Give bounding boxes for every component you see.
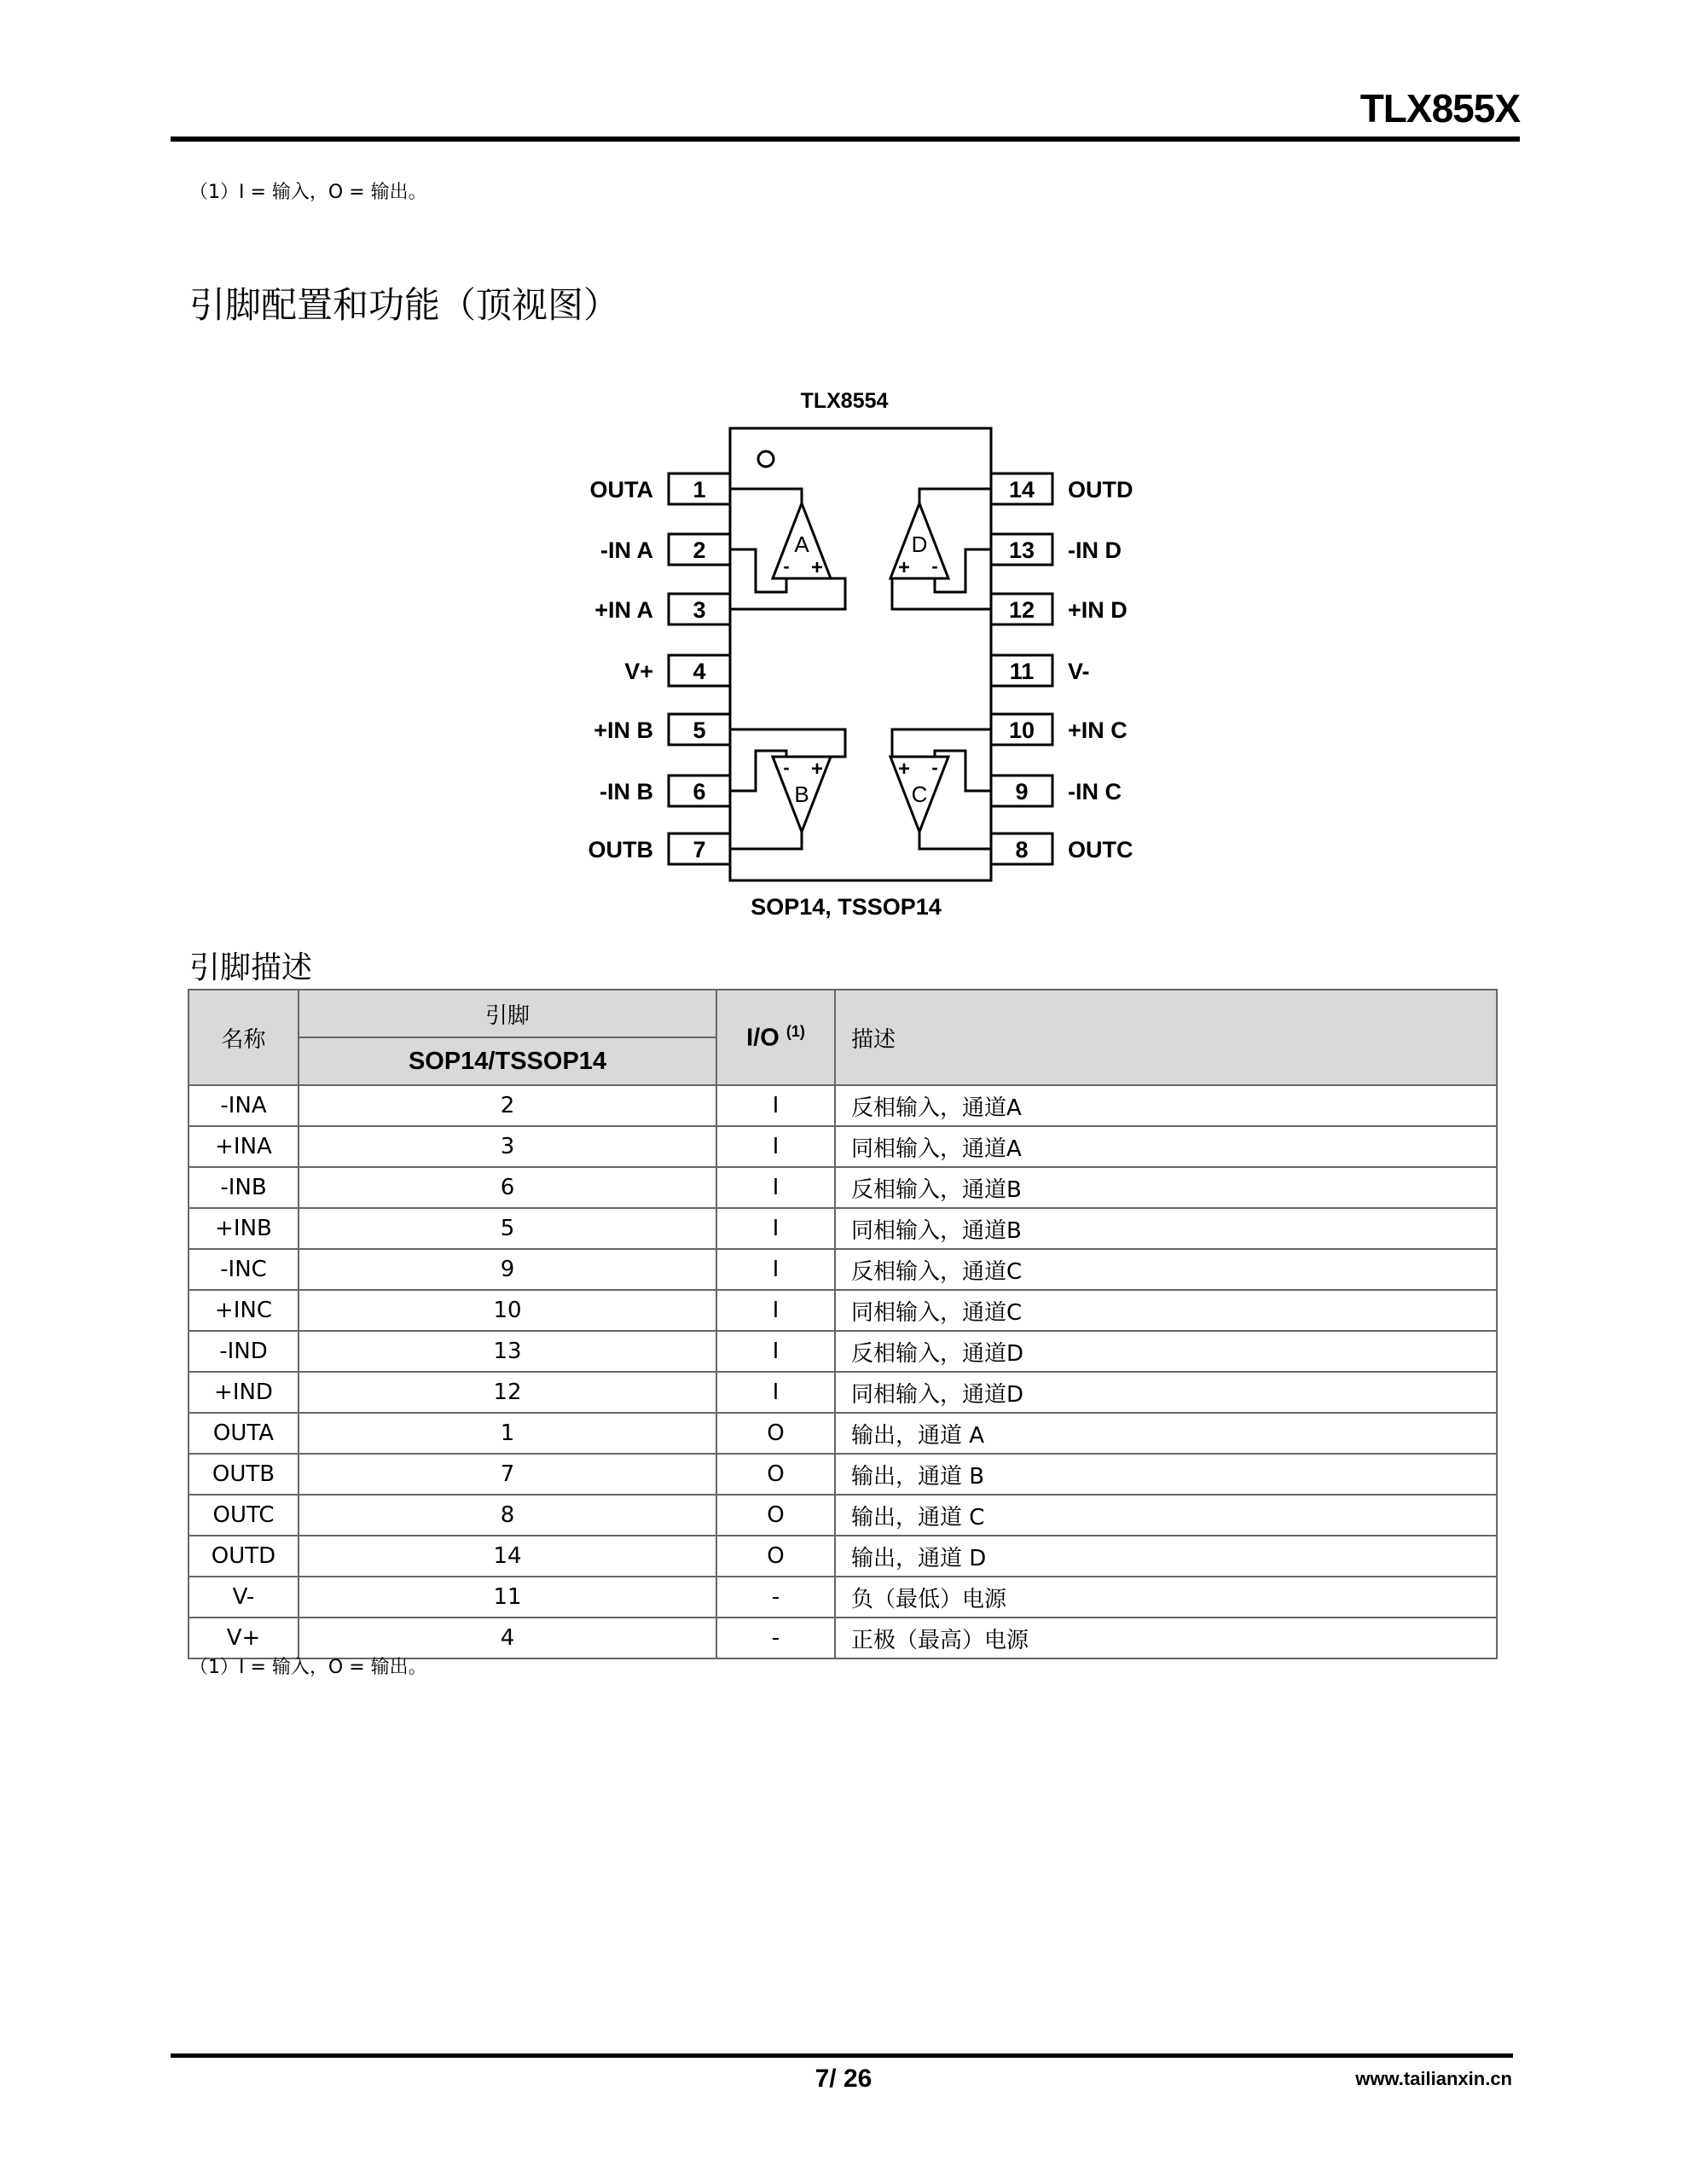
pin-label-11: V- <box>1068 659 1090 684</box>
amp-c-output-wire <box>919 832 991 849</box>
cell-io: I <box>716 1372 835 1413</box>
amp-b-output-wire <box>730 832 802 849</box>
amp-c-noninverting-wire <box>892 729 991 757</box>
cell-desc: 同相输入，通道A <box>835 1126 1497 1167</box>
pin-label-12: +IN D <box>1068 597 1128 623</box>
amp-a-inverting-wire <box>730 549 786 592</box>
pin-num-14: 14 <box>1008 477 1035 502</box>
cell-pin: 13 <box>299 1331 716 1372</box>
pin-label-1: OUTA <box>589 477 653 502</box>
amp-d-inverting-wire <box>935 549 991 592</box>
amp-c-letter: C <box>911 781 928 807</box>
chip-body <box>730 428 991 880</box>
cell-name: V+ <box>188 1618 299 1658</box>
pin-num-11: 11 <box>1009 659 1035 684</box>
cell-desc: 反相输入，通道D <box>835 1331 1497 1372</box>
pin-label-5: +IN B <box>594 717 653 743</box>
table-row <box>188 1413 1497 1454</box>
amp-d-minus: - <box>931 555 938 577</box>
cell-pin: 5 <box>299 1208 716 1249</box>
pin-num-12: 12 <box>1008 597 1035 623</box>
cell-desc: 输出，通道 B <box>835 1454 1497 1495</box>
pin-label-9: -IN C <box>1068 779 1122 804</box>
cell-pin: 1 <box>299 1413 716 1454</box>
pin-label-6: -IN B <box>600 779 653 804</box>
pin-label-7: OUTB <box>588 837 653 863</box>
cell-desc: 反相输入，通道C <box>835 1249 1497 1290</box>
cell-name: V- <box>188 1577 299 1618</box>
cell-pin: 3 <box>299 1126 716 1167</box>
cell-desc: 反相输入，通道B <box>835 1167 1497 1208</box>
table-row <box>188 1249 1497 1290</box>
cell-io: I <box>716 1290 835 1331</box>
cell-desc: 输出，通道 C <box>835 1495 1497 1536</box>
cell-io: O <box>716 1495 835 1536</box>
cell-desc: 正极（最高）电源 <box>835 1618 1497 1658</box>
cell-name: -IND <box>188 1331 299 1372</box>
table-row <box>188 1331 1497 1372</box>
cell-pin: 11 <box>299 1577 716 1618</box>
cell-pin: 4 <box>299 1618 716 1658</box>
cell-pin: 10 <box>299 1290 716 1331</box>
amp-a-minus: - <box>783 555 790 577</box>
amp-b-letter: B <box>794 781 809 807</box>
cell-desc: 同相输入，通道D <box>835 1372 1497 1413</box>
table-row <box>188 1167 1497 1208</box>
cell-pin: 2 <box>299 1085 716 1126</box>
table-row <box>188 1454 1497 1495</box>
cell-pin: 9 <box>299 1249 716 1290</box>
cell-io: I <box>716 1085 835 1126</box>
header-io-label: I/O <box>746 1024 780 1052</box>
cell-pin: 12 <box>299 1372 716 1413</box>
cell-io: O <box>716 1454 835 1495</box>
cell-name: OUTC <box>188 1495 299 1536</box>
pin1-marker <box>758 451 774 467</box>
cell-name: OUTD <box>188 1536 299 1577</box>
table-row <box>188 1577 1497 1618</box>
cell-desc: 负（最低）电源 <box>835 1577 1497 1618</box>
pin-num-1: 1 <box>693 477 706 502</box>
section-title: 引脚配置和功能（顶视图） <box>189 284 620 326</box>
cell-name: OUTB <box>188 1454 299 1495</box>
pin-num-13: 13 <box>1008 537 1035 563</box>
cell-io: - <box>716 1618 835 1658</box>
amp-c-minus: - <box>931 757 938 778</box>
amp-a-letter: A <box>794 531 809 557</box>
header-name: 名称 <box>188 990 299 1085</box>
cell-io: O <box>716 1413 835 1454</box>
pin-label-10: +IN C <box>1068 717 1128 743</box>
amp-d-output-wire <box>919 489 991 503</box>
table-row <box>188 1495 1497 1536</box>
pin-label-4: V+ <box>624 659 653 684</box>
pin-description-table <box>188 989 1498 1659</box>
cell-desc: 反相输入，通道A <box>835 1085 1497 1126</box>
table-row <box>188 1372 1497 1413</box>
pin-num-4: 4 <box>693 659 706 684</box>
pin-label-2: -IN A <box>600 537 653 563</box>
pin-num-10: 10 <box>1008 717 1035 743</box>
table-footnote: （1）I = 输入，O = 输出。 <box>189 1657 427 1678</box>
cell-io: O <box>716 1536 835 1577</box>
cell-io: - <box>716 1577 835 1618</box>
cell-desc: 输出，通道 A <box>835 1413 1497 1454</box>
amp-d-noninverting-wire <box>892 578 991 609</box>
cell-pin: 6 <box>299 1167 716 1208</box>
header-pin: 引脚 <box>299 990 716 1037</box>
footer-rule <box>171 2053 1513 2058</box>
amp-a-output-wire <box>730 489 802 503</box>
pin-num-3: 3 <box>693 597 706 623</box>
cell-name: +INC <box>188 1290 299 1331</box>
table-row <box>188 1126 1497 1167</box>
table-title: 引脚描述 <box>189 950 313 985</box>
cell-name: +INB <box>188 1208 299 1249</box>
website-link[interactable]: www.tailianxin.cn <box>1355 2068 1512 2089</box>
pin-num-9: 9 <box>1015 779 1029 804</box>
pin-label-14: OUTD <box>1068 477 1133 502</box>
pin-num-8: 8 <box>1015 837 1029 863</box>
cell-io: I <box>716 1208 835 1249</box>
amp-d-letter: D <box>911 531 928 557</box>
header-description: 描述 <box>835 990 1497 1085</box>
table-row <box>188 1290 1497 1331</box>
pin-num-2: 2 <box>693 537 706 563</box>
pin-num-7: 7 <box>693 837 706 863</box>
amp-a-plus: + <box>810 556 824 579</box>
table-row <box>188 1536 1497 1577</box>
package-label: SOP14, TSSOP14 <box>751 894 942 920</box>
pin-label-3: +IN A <box>594 597 653 623</box>
cell-desc: 同相输入，通道B <box>835 1208 1497 1249</box>
cell-name: -INA <box>188 1085 299 1126</box>
pin-label-8: OUTC <box>1068 837 1133 863</box>
cell-name: +INA <box>188 1126 299 1167</box>
pin-diagram <box>546 375 1160 938</box>
cell-io: I <box>716 1249 835 1290</box>
amp-b-minus: - <box>783 757 790 778</box>
header-pin-package: SOP14/TSSOP14 <box>299 1037 716 1085</box>
cell-desc: 输出，通道 D <box>835 1536 1497 1577</box>
amp-d-plus: + <box>897 556 911 579</box>
cell-pin: 8 <box>299 1495 716 1536</box>
header-io-footnote: (1) <box>786 1022 805 1040</box>
amp-b-plus: + <box>810 758 824 781</box>
cell-name: -INB <box>188 1167 299 1208</box>
pin-label-13: -IN D <box>1068 537 1122 563</box>
pin-num-5: 5 <box>693 717 706 743</box>
cell-pin: 14 <box>299 1536 716 1577</box>
page-number: 7/ 26 <box>815 2065 872 2093</box>
table-row <box>188 1208 1497 1249</box>
table-row <box>188 1085 1497 1126</box>
cell-desc: 同相输入，通道C <box>835 1290 1497 1331</box>
top-footnote: （1）I = 输入，O = 输出。 <box>189 182 427 203</box>
cell-name: -INC <box>188 1249 299 1290</box>
document-title: TLX855X <box>1359 86 1520 131</box>
header-io <box>716 990 835 1085</box>
cell-io: I <box>716 1126 835 1167</box>
cell-name: +IND <box>188 1372 299 1413</box>
header-rule <box>171 136 1520 142</box>
cell-io: I <box>716 1331 835 1372</box>
chip-name: TLX8554 <box>800 389 889 413</box>
cell-pin: 7 <box>299 1454 716 1495</box>
pin-num-6: 6 <box>693 779 706 804</box>
cell-io: I <box>716 1167 835 1208</box>
cell-name: OUTA <box>188 1413 299 1454</box>
amp-c-plus: + <box>897 758 911 781</box>
